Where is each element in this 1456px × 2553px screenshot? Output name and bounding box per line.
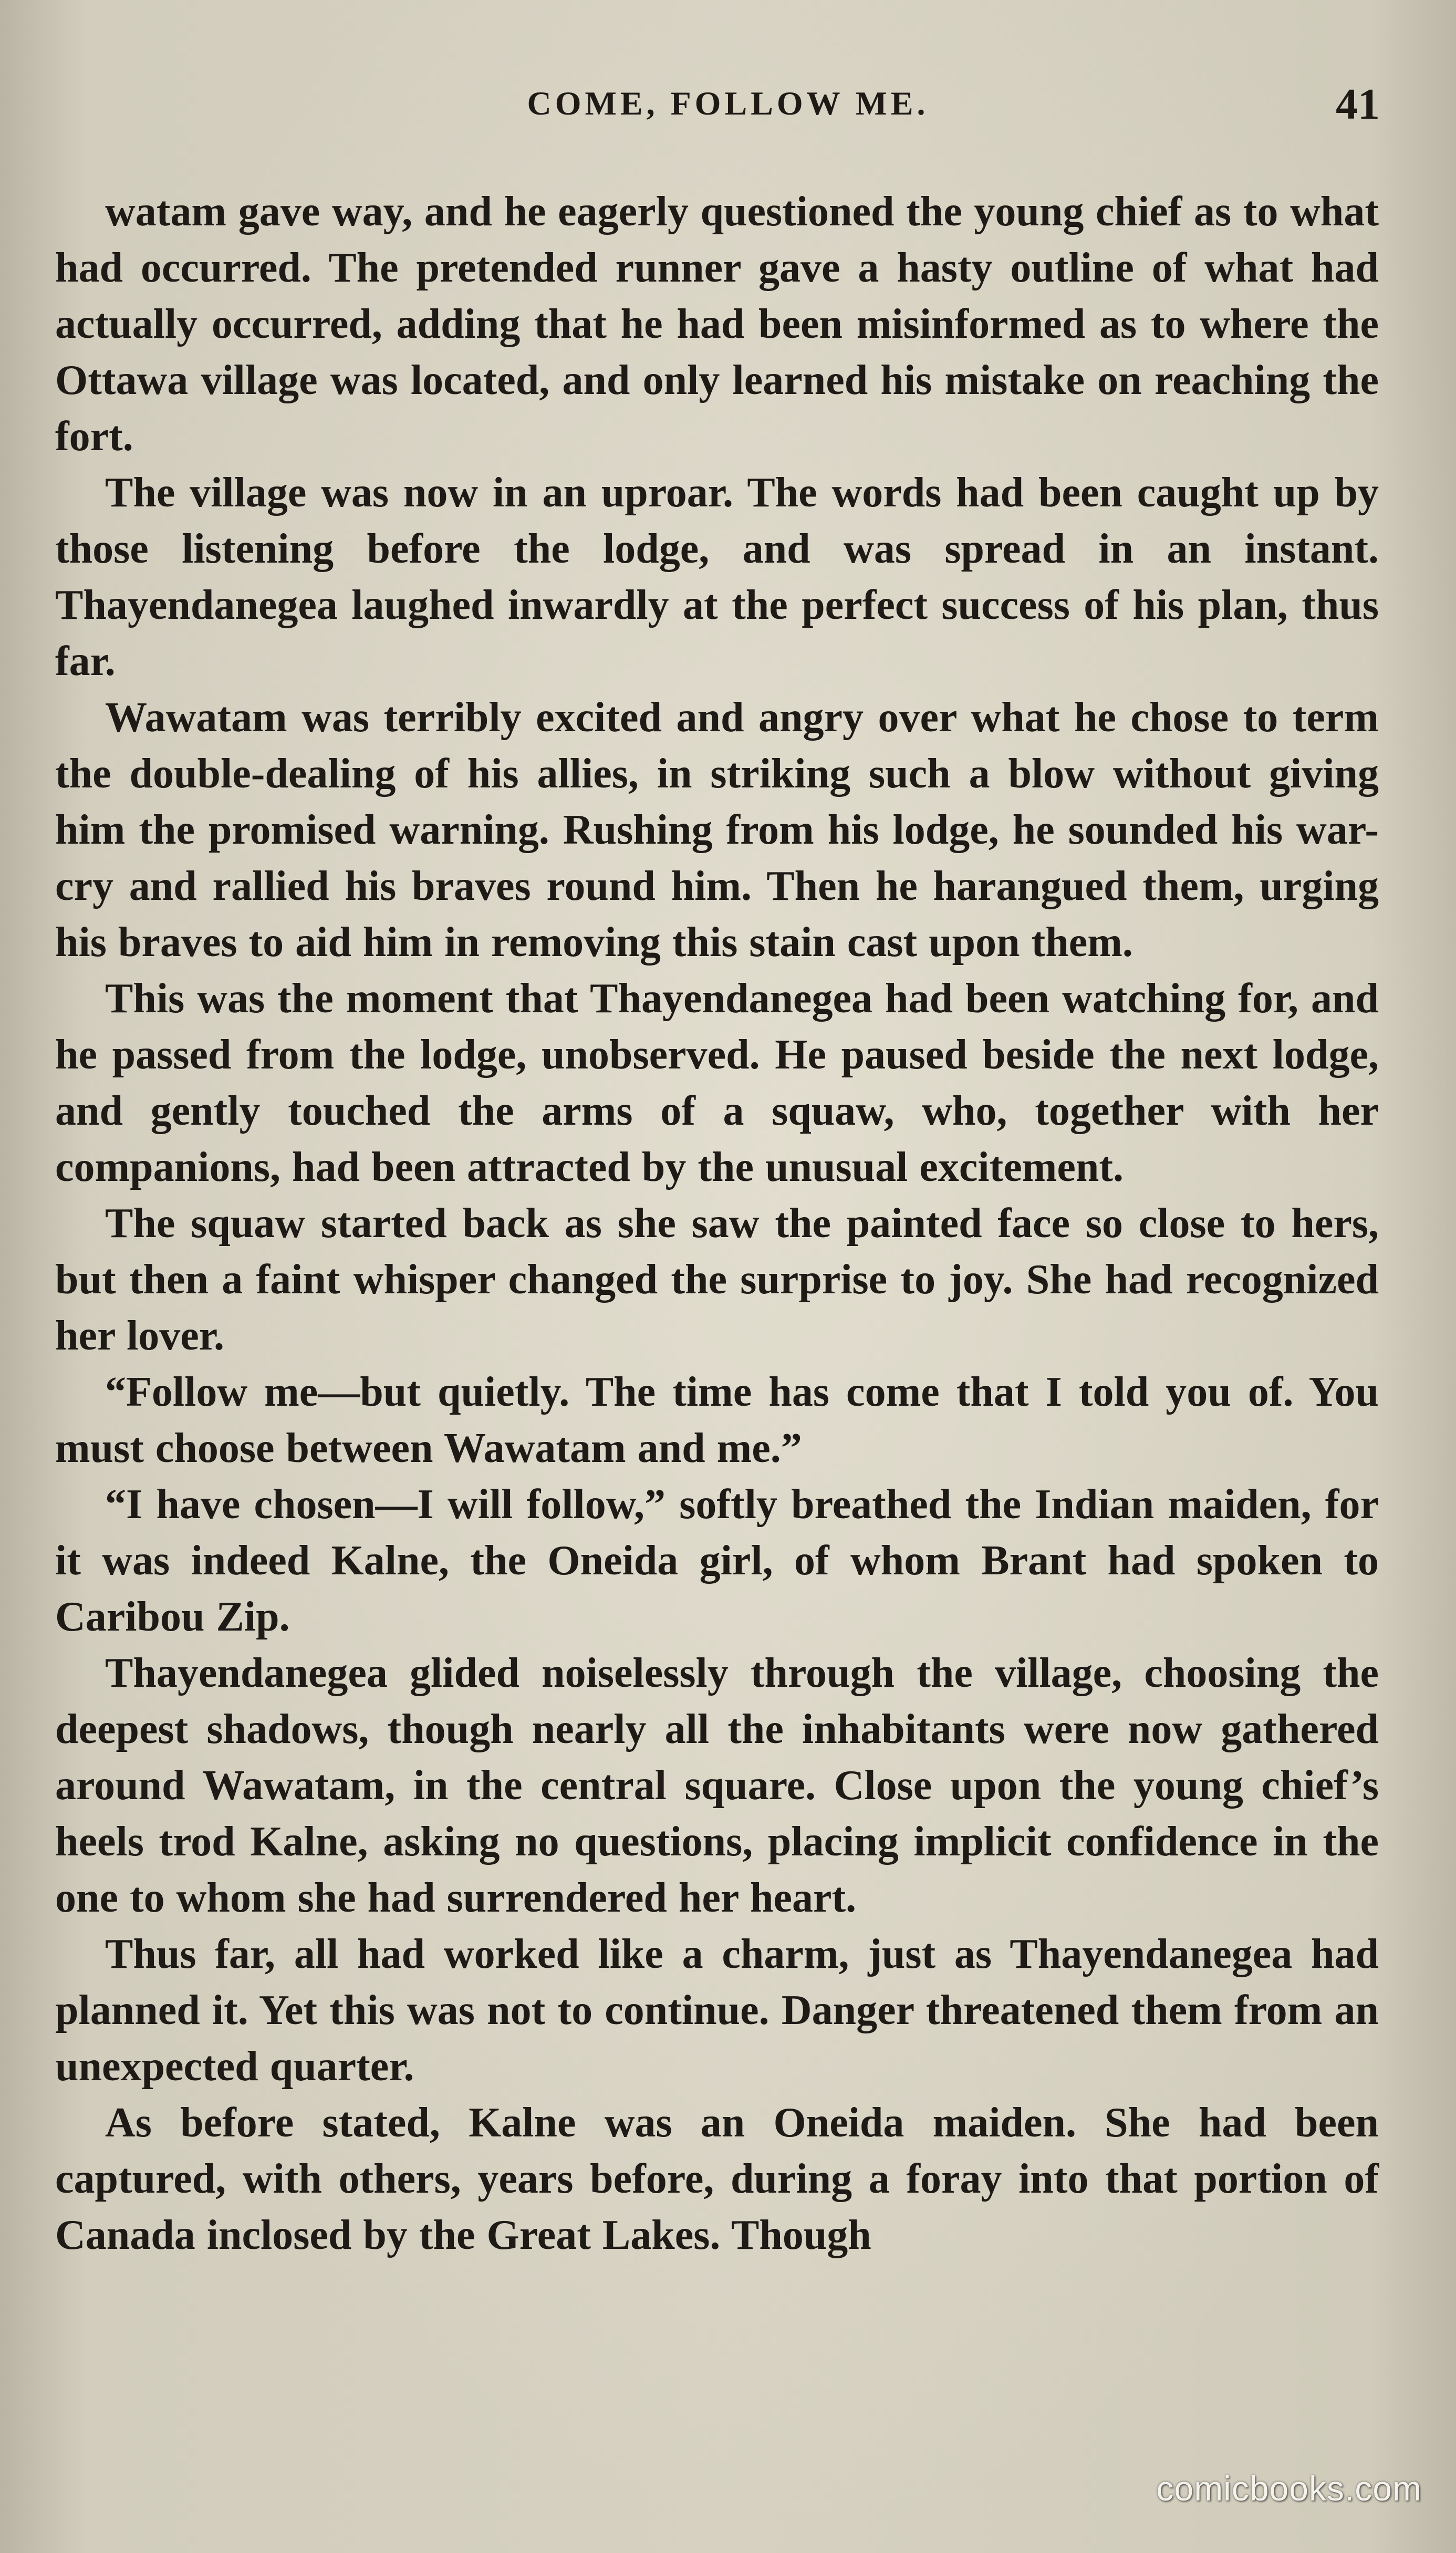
watermark-text: comicbooks.com	[1156, 2469, 1422, 2508]
paragraph: Thayendanegea glided noiselessly through the village, choosing the deepest shadows, though nearly all the inhabitants were now gathered around Wawatam, in the central square. Close upon the young chief’s heels trod Kalne, asking no questions, placing implicit confidence in the one to whom she had surrendered her heart.	[55, 1650, 1379, 1921]
paragraph: Thus far, all had worked like a charm, just as Thayendanegea had planned it. Yet this was not to continue. Danger threatened them from an unexpected quarter.	[55, 1931, 1379, 2090]
paragraph: The village was now in an uproar. The words had been caught up by those listening before the lodge, and was spread in an instant. Thayendanegea laughed inwardly at the perfect success of his plan, thus far.	[55, 470, 1379, 684]
paragraph: As before stated, Kalne was an Oneida maiden. She had been captured, with others, years before, during a foray into that portion of Canada inclosed by the Great Lakes. Though	[55, 2100, 1379, 2258]
paragraph: The squaw started back as she saw the painted face so close to hers, but then a faint whisper changed the surprise to joy. She had recognized her lover.	[55, 1200, 1379, 1359]
running-title: COME, FOLLOW ME.	[527, 85, 929, 122]
paragraph: This was the moment that Thayendanegea had been watching for, and he passed from the lodge, unobserved. He paused beside the next lodge, and gently touched the arms of a squaw, who, together with her companions, had been attracted by the unusual excitement.	[55, 975, 1379, 1190]
page-number: 41	[1336, 80, 1380, 129]
paragraph: “Follow me—but quietly. The time has come that I told you of. You must choose between Wawatam and me.”	[55, 1369, 1379, 1471]
paragraph: “I have chosen—I will follow,” softly breathed the Indian maiden, for it was indeed Kalne, the Oneida girl, of whom Brant had spoken to Caribou Zip.	[55, 1481, 1379, 1640]
paragraph: watam gave way, and he eagerly questioned the young chief as to what had occurred. The pretended runner gave a hasty outline of what had actually occurred, adding that he had been misinformed as to where the Ottawa village was located, and only learned his mistake on reaching the fort.	[55, 189, 1379, 460]
running-head	[0, 79, 1456, 137]
body-text	[55, 184, 1379, 2264]
paragraph: Wawatam was terribly excited and angry over what he chose to term the double-dealing of his allies, in striking such a blow without giving him the promised warning. Rushing from his lodge, he sounded his war-cry and rallied his braves round him. Then he harangued them, urging his braves to aid him in removing this stain cast upon them.	[55, 694, 1379, 966]
